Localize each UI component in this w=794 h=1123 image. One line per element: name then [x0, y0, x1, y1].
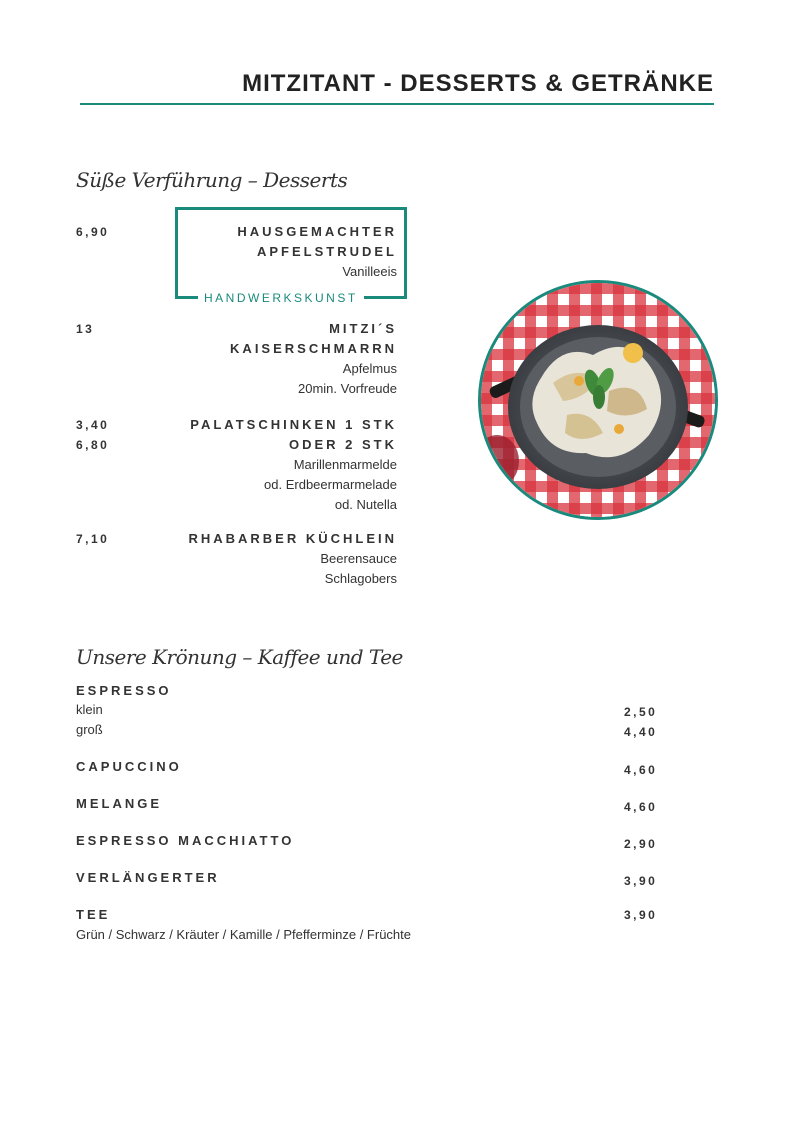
espresso-small: klein — [76, 702, 103, 717]
title-divider — [80, 103, 714, 105]
rhabarber-side-2: Schlagobers — [324, 571, 397, 586]
apfelstrudel-name-2: APFELSTRUDEL — [257, 244, 397, 259]
kaiserschmarrn-price: 13 — [76, 322, 95, 336]
apfelstrudel-name-1: HAUSGEMACHTER — [237, 224, 397, 239]
melange-name: MELANGE — [76, 796, 162, 811]
apfelstrudel-side: Vanilleeis — [342, 264, 397, 279]
espresso-name: ESPRESSO — [76, 683, 172, 698]
rhabarber-side-1: Beerensauce — [320, 551, 397, 566]
melange-price: 4,60 — [624, 800, 658, 814]
tee-price: 3,90 — [624, 908, 658, 922]
verlaengerter-name: VERLÄNGERTER — [76, 870, 220, 885]
espresso-large-price: 4,40 — [624, 725, 658, 739]
kaiserschmarrn-side-2: 20min. Vorfreude — [297, 381, 397, 396]
tee-name: TEE — [76, 907, 111, 922]
palatschinken-side-3: od. Nutella — [334, 497, 397, 512]
page-title: MITZITANT - DESSERTS & GETRÄNKE — [242, 70, 714, 97]
macchiatto-name: ESPRESSO MACCHIATTO — [76, 833, 295, 848]
palatschinken-side-2: od. Erdbeermarmelade — [264, 477, 397, 492]
kaiserschmarrn-side-1: Apfelmus — [342, 361, 397, 376]
rhabarber-item — [137, 529, 397, 589]
desserts-heading: Süße Verführung – Desserts — [76, 168, 348, 192]
capuccino-price: 4,60 — [624, 763, 658, 777]
apfelstrudel-item — [137, 222, 397, 282]
macchiatto-price: 2,90 — [624, 837, 658, 851]
palatschinken-price-1: 3,40 — [76, 418, 110, 432]
rhabarber-price: 7,10 — [76, 532, 110, 546]
palatschinken-name-2: ODER 2 STK — [288, 437, 397, 452]
handwerkskunst-badge: HANDWERKSKUNST — [198, 290, 364, 306]
tee-varieties: Grün / Schwarz / Kräuter / Kamille / Pfefferminze / Früchte — [76, 927, 411, 942]
apfelstrudel-price: 6,90 — [76, 225, 110, 239]
espresso-large: groß — [76, 722, 103, 737]
coffee-heading: Unsere Krönung – Kaffee und Tee — [76, 645, 403, 669]
kaiserschmarrn-item — [137, 319, 397, 399]
espresso-small-price: 2,50 — [624, 705, 658, 719]
capuccino-name: CAPUCCINO — [76, 759, 182, 774]
verlaengerter-price: 3,90 — [624, 874, 658, 888]
kaiserschmarrn-name-2: KAISERSCHMARRN — [230, 341, 397, 356]
palatschinken-side-1: Marillenmarmelde — [293, 457, 397, 472]
palatschinken-item — [137, 415, 397, 515]
kaiserschmarrn-photo — [478, 280, 718, 520]
rhabarber-name: RHABARBER KÜCHLEIN — [188, 531, 397, 546]
palatschinken-name-1: PALATSCHINKEN 1 STK — [190, 417, 397, 432]
palatschinken-price-2: 6,80 — [76, 438, 110, 452]
kaiserschmarrn-name-1: MITZI´S — [329, 321, 397, 336]
